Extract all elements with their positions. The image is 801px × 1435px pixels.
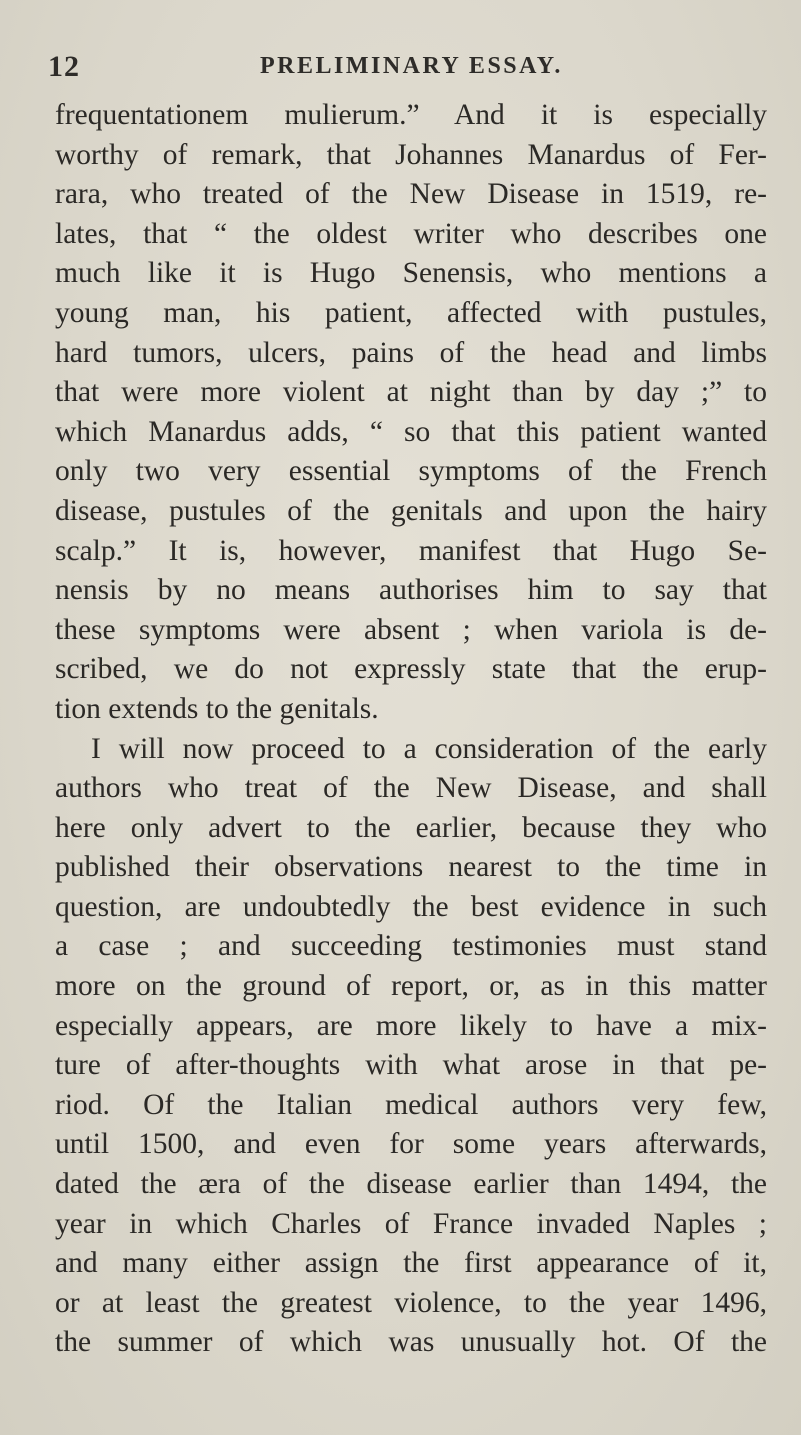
text-line: nensis by no means authorises him to say that bbox=[55, 574, 767, 607]
text-line: that were more violent at night than by day ;” to bbox=[55, 376, 767, 409]
text-line: these symptoms were absent ; when variola is de- bbox=[55, 613, 767, 646]
running-title: PRELIMINARY ESSAY. bbox=[260, 53, 563, 79]
text-line: ture of after-thoughts with what arose in that pe- bbox=[55, 1049, 767, 1082]
paragraph-end-line: tion extends to the genitals. bbox=[55, 692, 379, 725]
text-line: scribed, we do not expressly state that the erup- bbox=[55, 653, 767, 686]
text-line: question, are undoubtedly the best evidence in such bbox=[55, 890, 767, 923]
text-line: year in which Charles of France invaded Naples ; bbox=[55, 1207, 767, 1240]
text-line: hard tumors, ulcers, pains of the head and limbs bbox=[55, 336, 767, 369]
text-line: or at least the greatest violence, to the year 1496, bbox=[55, 1286, 767, 1319]
text-line: a case ; and succeeding testimonies must stand bbox=[55, 930, 767, 963]
body-text bbox=[55, 96, 767, 1363]
text-line: here only advert to the earlier, because they who bbox=[55, 811, 767, 844]
text-line: more on the ground of report, or, as in this matter bbox=[55, 970, 767, 1003]
text-line: published their observations nearest to the time in bbox=[55, 851, 767, 884]
text-line: much like it is Hugo Senensis, who mentions a bbox=[55, 257, 767, 290]
text-line: frequentationem mulierum.” And it is especially bbox=[55, 99, 767, 131]
page-number: 12 bbox=[48, 50, 80, 83]
text-line: riod. Of the Italian medical authors very few, bbox=[55, 1088, 767, 1121]
text-line: dated the æra of the disease earlier than 1494, the bbox=[55, 1168, 767, 1201]
text-line: the summer of which was unusually hot. Of the bbox=[55, 1326, 767, 1359]
text-line: authors who treat of the New Disease, and shall bbox=[55, 772, 767, 805]
text-line: until 1500, and even for some years afterwards, bbox=[55, 1128, 767, 1161]
text-line: rara, who treated of the New Disease in 1519, re- bbox=[55, 178, 767, 211]
text-line: and many either assign the first appearance of it, bbox=[55, 1247, 767, 1280]
text-line: young man, his patient, affected with pustules, bbox=[55, 296, 767, 329]
text-line: only two very essential symptoms of the French bbox=[55, 455, 767, 488]
text-line: worthy of remark, that Johannes Manardus of Fer- bbox=[55, 138, 767, 171]
running-head bbox=[48, 50, 760, 90]
paragraph-start-line: I will now proceed to a consideration of the early bbox=[91, 732, 767, 765]
text-line: especially appears, are more likely to have a mix- bbox=[55, 1009, 767, 1042]
text-line: scalp.” It is, however, manifest that Hugo Se- bbox=[55, 534, 767, 567]
text-line: disease, pustules of the genitals and upon the hairy bbox=[55, 494, 767, 527]
text-line: which Manardus adds, “ so that this patient wanted bbox=[55, 415, 767, 448]
text-line: lates, that “ the oldest writer who describes one bbox=[55, 217, 767, 250]
